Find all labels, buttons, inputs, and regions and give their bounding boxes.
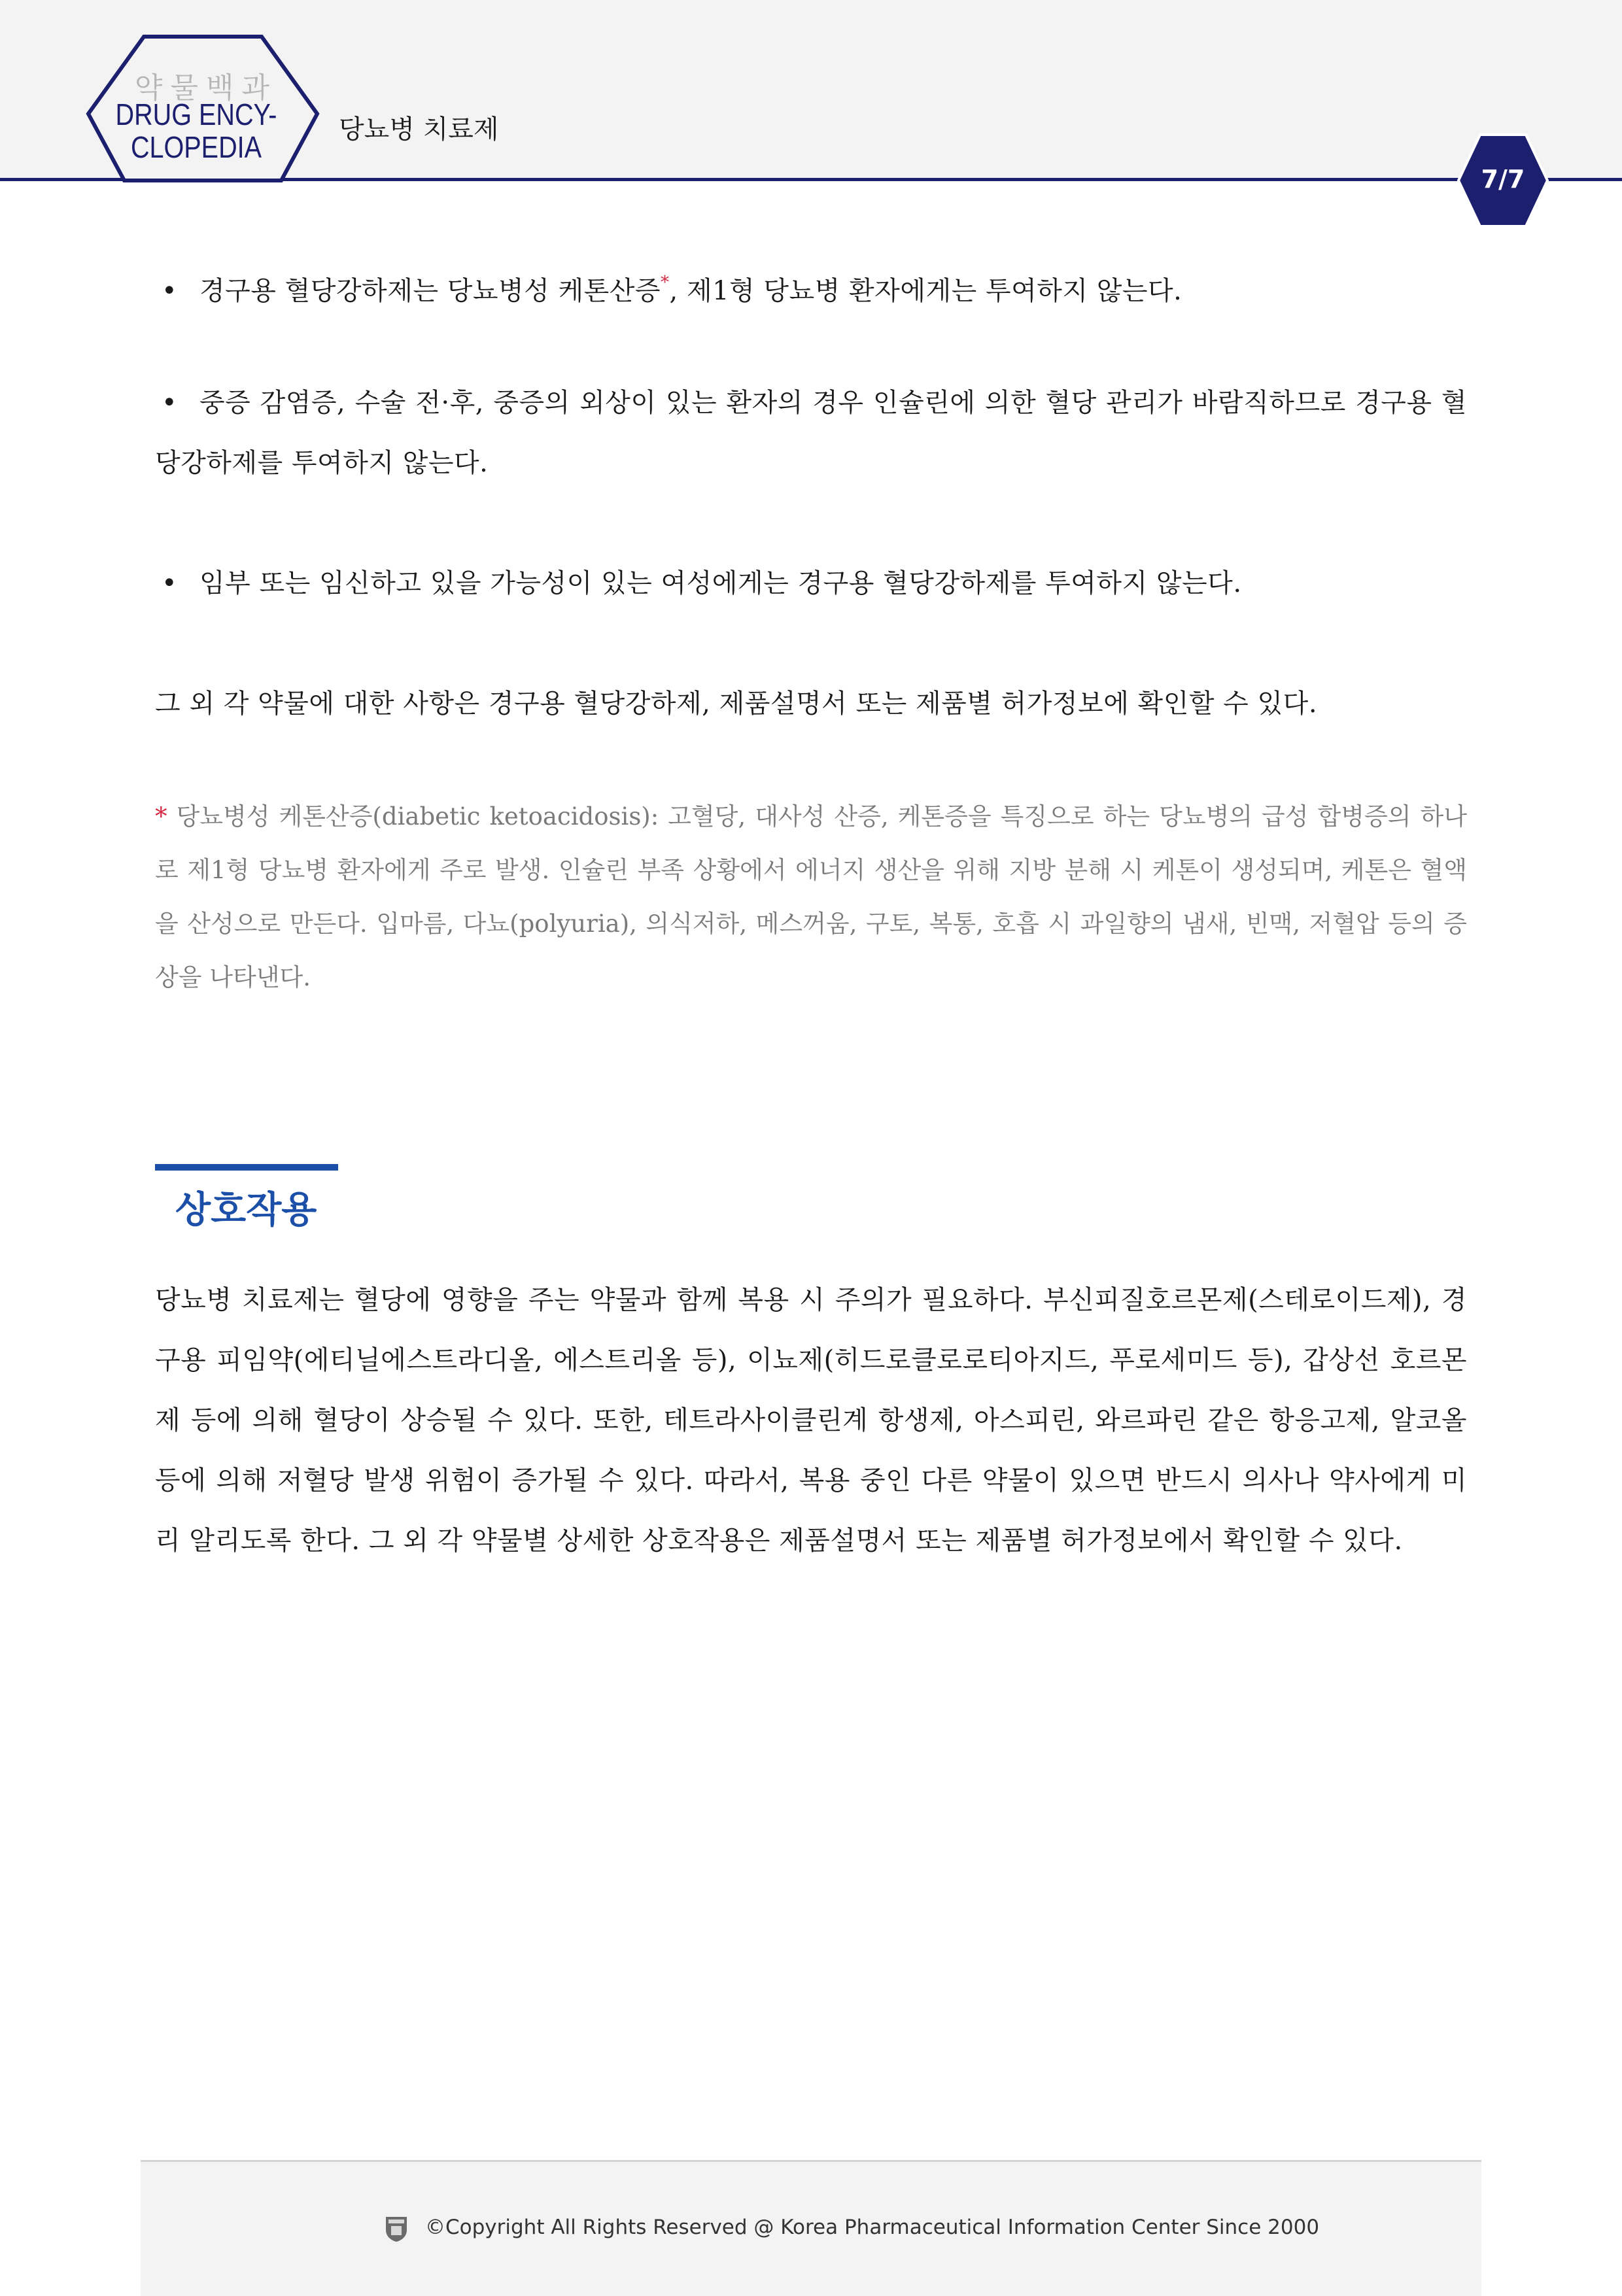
logo-en-line-1: DRUG ENCY- — [115, 97, 277, 131]
footnote-ref-mark: * — [661, 273, 670, 292]
interactions-paragraph: 당뇨병 치료제는 혈당에 영향을 주는 약물과 함께 복용 시 주의가 필요하다. 부신피질호르몬제(스테로이드제), 경구용 피임약(에티닐에스트라디올, 에스트리올 등), 이뇨제(히드로클로로티아지드, 푸로세미드 등), 갑상선 호르몬제 등에 의해 혈당이 상승될 수 있다. 또한, 테트라사이클린계 항생제, 아스피린, 와르파린 같은 항응고제, 알코올 등에 의해 저혈당 발생 위험이 증가될 수 있다. 따라서, 복용 중인 다른 약물이 있으면 반드시 의사나 약사에게 미리 알리도록 한다. 그 외 각 약물별 상세한 상호작용은 제품설명서 또는 제품별 허가정보에서 확인할 수 있다. — [155, 1285, 1467, 1556]
bullet-text: 중증 감염증, 수술 전·후, 중증의 외상이 있는 환자의 경우 인슐린에 의한 혈당 관리가 바람직하므로 경구용 혈당강하제를 투여하지 않는다. — [155, 388, 1467, 478]
document-title: 당뇨병 치료제 — [339, 114, 499, 145]
bullet-text: 임부 또는 임신하고 있을 가능성이 있는 여성에게는 경구용 혈당강하제를 투여하지 않는다. — [199, 568, 1242, 598]
bullet-item-3 — [155, 553, 1467, 613]
copyright-text: ©Copyright All Rights Reserved @ Korea Pharmaceutical Information Center Since 2000 — [425, 2216, 1320, 2239]
logo-english-text — [101, 98, 292, 163]
footnote-mark: * — [155, 802, 167, 831]
bullet-text: 경구용 혈당강하제는 당뇨병성 케톤산증 — [199, 276, 661, 306]
footnote-text: 당뇨병성 케톤산증(diabetic ketoacidosis): 고혈당, 대사성 산증, 케톤증을 특징으로 하는 당뇨병의 급성 합병증의 하나로 제1형 당뇨병 환자에게 주로 발생. 인슐린 부족 상황에서 에너지 생산을 위해 지방 분해 시 케톤이 생성되며, 케톤은 혈액을 산성으로 만든다. 입마름, 다뇨(polyuria), 의식저하, 메스꺼움, 구토, 복통, 호흡 시 과일향의 냄새, 빈맥, 저혈압 등의 증상을 나타낸다. — [155, 802, 1467, 991]
bullet-symbol: • — [162, 276, 178, 306]
footnote — [155, 790, 1467, 1004]
kpic-shield-icon — [383, 2214, 409, 2243]
section-heading-bar — [155, 1164, 338, 1171]
bullet-item-2 — [155, 373, 1467, 493]
extra-info-paragraph: 그 외 각 약물에 대한 사항은 경구용 혈당강하제, 제품설명서 또는 제품별 허가정보에 확인할 수 있다. — [155, 689, 1318, 719]
bullet-item-1 — [155, 252, 1467, 321]
logo-korean-text: 약물백과 — [134, 71, 277, 105]
page-number: 7/7 — [1481, 165, 1525, 194]
bullet-symbol: • — [162, 388, 178, 418]
section-heading-interactions: 상호작용 — [175, 1189, 317, 1231]
bullet-text-cont: , 제1형 당뇨병 환자에게는 투여하지 않는다. — [669, 276, 1182, 306]
logo-en-line-2: CLOPEDIA — [130, 130, 262, 164]
bullet-symbol: • — [162, 568, 178, 598]
